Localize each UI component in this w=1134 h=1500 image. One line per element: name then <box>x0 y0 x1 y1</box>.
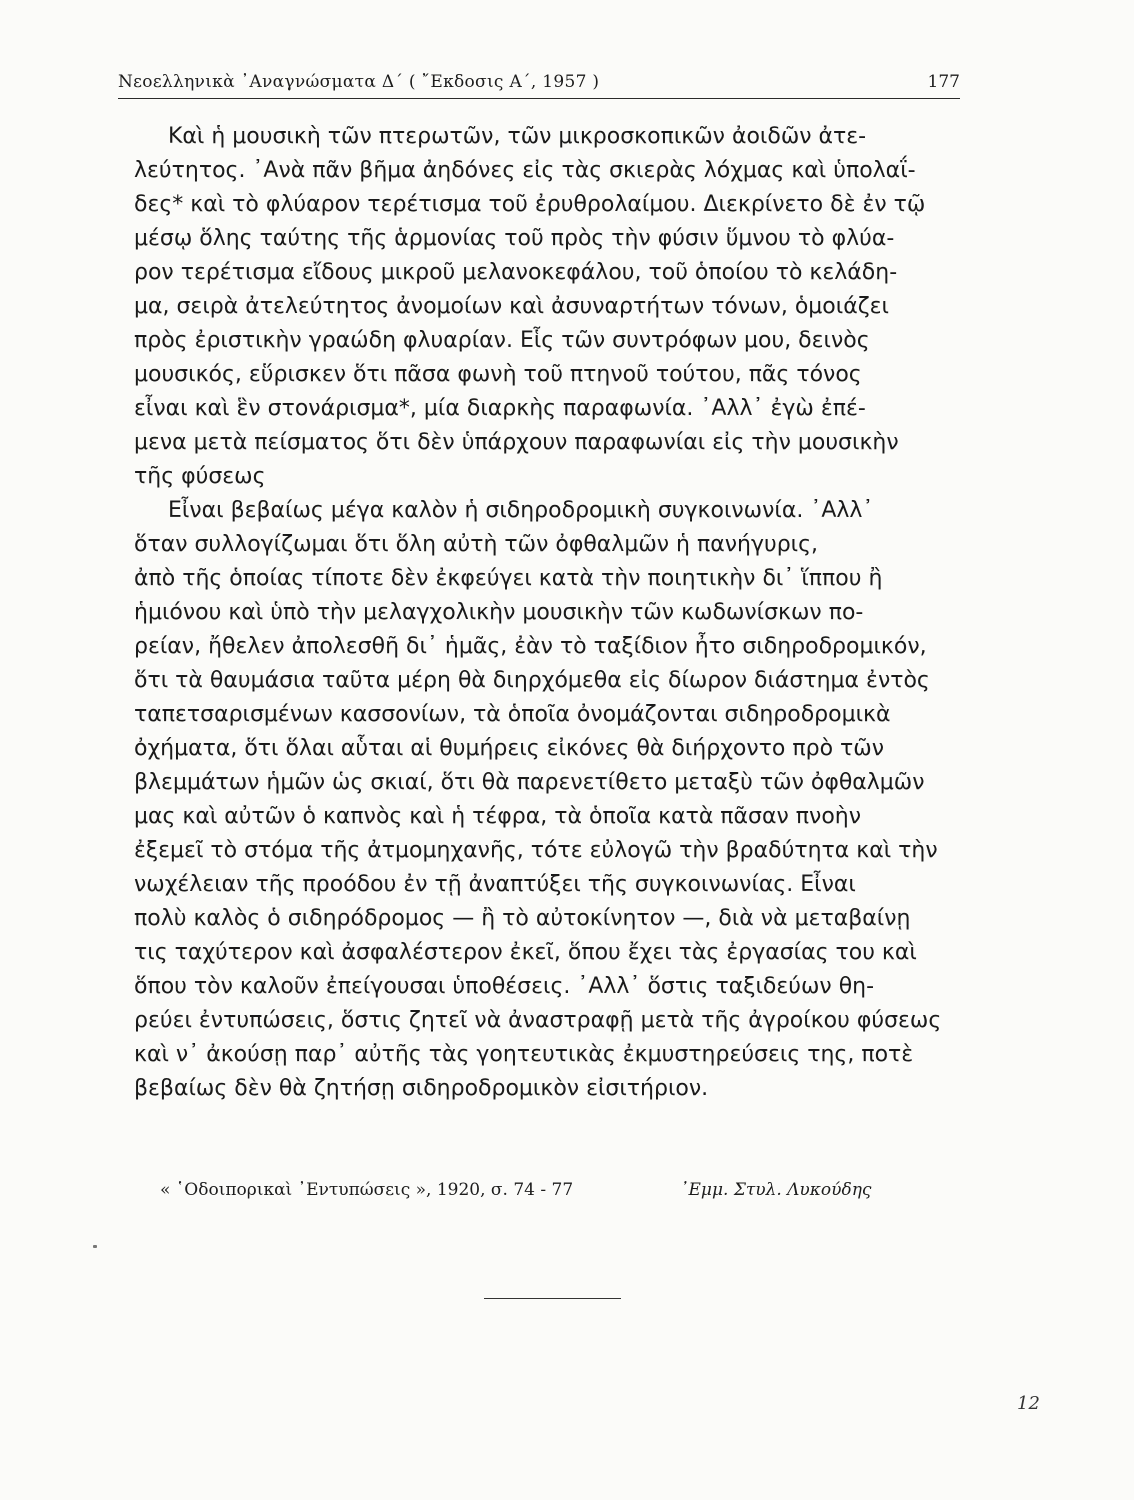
signature-mark: 12 <box>1017 1393 1040 1414</box>
text-line: μα, σειρὰ ἀτελεύτητος ἀνομοίων καὶ ἀσυναρτήτων τόνων, ὁμοιάζει <box>134 294 889 319</box>
scan-speck <box>93 1245 97 1248</box>
text-line: τις ταχύτερον καὶ ἀσφαλέστερον ἐκεῖ, ὅπου ἔχει τὰς ἐργασίας του καὶ <box>134 940 917 965</box>
text-line: εἶναι καὶ ἓν στονάρισμα*, μία διαρκὴς παραφωνία. ᾿Αλλ᾿ ἐγὼ ἐπέ- <box>134 396 866 421</box>
text-line: πολὺ καλὸς ὁ σιδηρόδρομος — ἢ τὸ αὐτοκίνητον —, διὰ νὰ μεταβαίνῃ <box>134 906 911 931</box>
text-line: Καὶ ἡ μουσικὴ τῶν πτερωτῶν, τῶν μικροσκοπικῶν ἀοιδῶν ἀτε- <box>168 124 867 149</box>
text-line: πρὸς ἐριστικὴν γραώδη φλυαρίαν. Εἷς τῶν συντρόφων μου, δεινὸς <box>134 328 870 353</box>
text-line: μέσῳ ὅλης ταύτης τῆς ἁρμονίας τοῦ πρὸς τὴν φύσιν ὕμνου τὸ φλύα- <box>134 226 895 251</box>
text-line: βεβαίως δὲν θὰ ζητήσῃ σιδηροδρομικὸν εἰσιτήριον. <box>134 1076 709 1101</box>
running-header-title: Νεοελληνικὰ ᾿Αναγνώσματα Δ΄ ( ῎Εκδοσις Α΄, 1957 ) <box>118 72 600 92</box>
text-line: ἡμιόνου καὶ ὑπὸ τὴν μελαγχολικὴν μουσικὴν τῶν κωδωνίσκων πο- <box>134 600 864 625</box>
text-line: τῆς φύσεως <box>134 464 266 489</box>
text-line: μουσικός, εὕρισκεν ὅτι πᾶσα φωνὴ τοῦ πτηνοῦ τούτου, πᾶς τόνος <box>134 362 862 387</box>
text-line: ἀπὸ τῆς ὁποίας τίποτε δὲν ἐκφεύγει κατὰ τὴν ποιητικὴν δι᾿ ἵππου ἢ <box>134 566 883 591</box>
text-line: δες* καὶ τὸ φλύαρον τερέτισμα τοῦ ἐρυθρολαίμου. Διεκρίνετο δὲ ἐν τῷ <box>134 192 926 217</box>
text-line: καὶ ν᾿ ἀκούσῃ παρ᾿ αὐτῆς τὰς γοητευτικὰς ἐκμυστηρεύσεις της, ποτὲ <box>134 1042 914 1067</box>
page-number: 177 <box>927 72 960 92</box>
text-line: ταπετσαρισμένων κασσονίων, τὰ ὁποῖα ὀνομάζονται σιδηροδρομικὰ <box>134 702 891 727</box>
text-line: ρεύει ἐντυπώσεις, ὅστις ζητεῖ νὰ ἀναστραφῇ μετὰ τῆς ἀγροίκου φύσεως <box>134 1008 942 1033</box>
citation-source: « ῾Οδοιπορικαὶ ᾿Εντυπώσεις », 1920, σ. 74 - 77 <box>160 1180 574 1200</box>
text-line: μας καὶ αὐτῶν ὁ καπνὸς καὶ ἡ τέφρα, τὰ ὁποῖα κατὰ πᾶσαν πνοὴν <box>134 804 862 829</box>
text-line: νωχέλειαν τῆς προόδου ἐν τῇ ἀναπτύξει τῆς συγκοινωνίας. Εἶναι <box>134 872 856 897</box>
text-line: μενα μετὰ πείσματος ὅτι δὲν ὑπάρχουν παραφωνίαι εἰς τὴν μουσικὴν <box>134 430 899 455</box>
separator-rule <box>484 1298 621 1299</box>
text-line: ὅπου τὸν καλοῦν ἐπείγουσαι ὑποθέσεις. ᾿Αλλ᾿ ὅστις ταξιδεύων θη- <box>134 974 875 999</box>
citation-author: ᾿Εμμ. Στυλ. Λυκούδης <box>680 1180 872 1200</box>
text-line: ἐξεμεῖ τὸ στόμα τῆς ἀτμομηχανῆς, τότε εὐλογῶ τὴν βραδύτητα καὶ τὴν <box>134 838 938 863</box>
body-text <box>134 120 946 1106</box>
text-line: λεύτητος. ᾿Ανὰ πᾶν βῆμα ἀηδόνες εἰς τὰς σκιερὰς λόχμας καὶ ὑπολαΐ- <box>134 158 916 183</box>
text-line: ὅτι τὰ θαυμάσια ταῦτα μέρη θὰ διηρχόμεθα εἰς δίωρον διάστημα ἐντὸς <box>134 668 930 693</box>
running-header <box>118 64 960 99</box>
text-line: Εἶναι βεβαίως μέγα καλὸν ἡ σιδηροδρομικὴ συγκοινωνία. ᾿Αλλ᾿ <box>168 498 874 523</box>
text-line: βλεμμάτων ἡμῶν ὡς σκιαί, ὅτι θὰ παρενετίθετο μεταξὺ τῶν ὀφθαλμῶν <box>134 770 925 795</box>
text-line: ὅταν συλλογίζωμαι ὅτι ὅλη αὐτὴ τῶν ὀφθαλμῶν ἡ πανήγυρις, <box>134 532 819 557</box>
text-line: ρον τερέτισμα εἴδους μικροῦ μελανοκεφάλου, τοῦ ὁποίου τὸ κελάδη- <box>134 260 898 285</box>
text-line: ρείαν, ἤθελεν ἀπολεσθῆ δι᾿ ἡμᾶς, ἐὰν τὸ ταξίδιον ἦτο σιδηροδρομικόν, <box>134 634 927 659</box>
text-line: ὀχήματα, ὅτι ὅλαι αὗται αἱ θυμήρεις εἰκόνες θὰ διήρχοντο πρὸ τῶν <box>134 736 884 761</box>
